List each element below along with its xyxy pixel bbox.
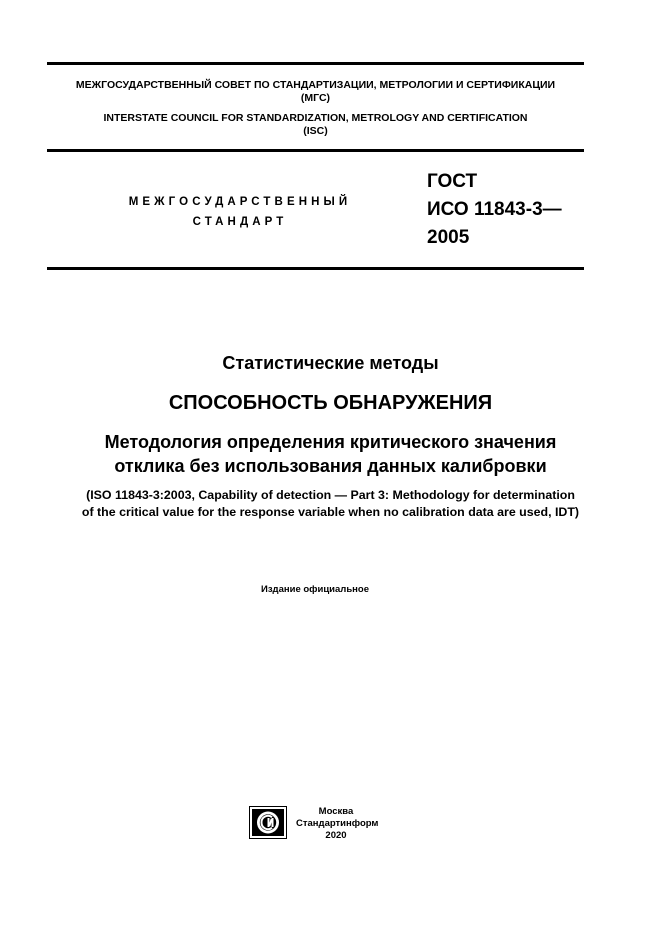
standard-id-line3: 2005 xyxy=(427,227,470,248)
standard-designation xyxy=(427,168,562,252)
publisher-year: 2020 xyxy=(325,830,347,841)
subtitle-line2: отклика без использования данных калибровки xyxy=(114,456,547,476)
iso-reference xyxy=(20,487,641,521)
standard-id-line1: ГОСТ xyxy=(427,171,478,192)
council-abbr-en: (ISC) xyxy=(303,125,328,137)
council-abbr-ru: (МГС) xyxy=(300,92,331,104)
council-name-en-line1: INTERSTATE COUNCIL FOR STANDARDIZATION, METROLOGY AND CERTIFICATION xyxy=(103,112,528,124)
title-series: Статистические методы xyxy=(222,353,439,373)
middle-rule xyxy=(47,149,584,152)
standard-kind-line1: МЕЖГОСУДАРСТВЕННЫЙ xyxy=(128,196,352,208)
standard-kind xyxy=(100,192,380,232)
iso-reference-line1: (ISO 11843-3:2003, Capability of detection — Part 3: Methodology for determination xyxy=(86,488,575,502)
top-rule xyxy=(47,62,584,65)
standard-kind-line2: СТАНДАРТ xyxy=(192,216,288,228)
council-name-ru-line1: МЕЖГОСУДАРСТВЕННЫЙ СОВЕТ ПО СТАНДАРТИЗАЦИИ, МЕТРОЛОГИИ И СЕРТИФИКАЦИИ xyxy=(75,79,556,91)
standard-id-line2: ИСО 11843-3— xyxy=(427,199,562,220)
publisher-name: Стандартинформ xyxy=(296,818,379,829)
bottom-rule xyxy=(47,267,584,270)
subtitle-line1: Методология определения критического значения xyxy=(104,432,557,452)
publisher-block xyxy=(296,806,379,842)
iso-reference-line2: of the critical value for the response variable when no calibration data are used, IDT) xyxy=(81,505,580,519)
edition-label: Издание официальное xyxy=(261,584,369,595)
publisher-city: Москва xyxy=(318,806,354,817)
council-name-ru xyxy=(47,79,584,105)
title-subtitle xyxy=(20,430,641,478)
council-name-en xyxy=(47,112,584,138)
title-main: СПОСОБНОСТЬ ОБНАРУЖЕНИЯ xyxy=(168,392,493,414)
standartinform-logo-icon xyxy=(249,806,287,839)
